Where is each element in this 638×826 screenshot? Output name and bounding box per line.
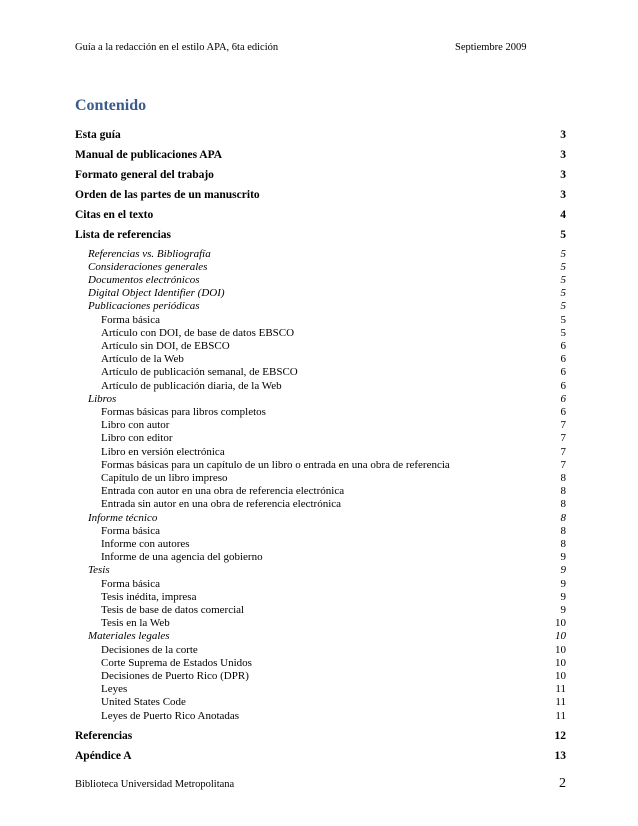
- toc-entry[interactable]: [0, 524, 638, 538]
- toc-entry[interactable]: [0, 208, 638, 222]
- toc-entry-page: 6: [560, 339, 566, 352]
- toc-entry-page: 6: [560, 353, 566, 366]
- toc-entry[interactable]: [0, 458, 638, 472]
- toc-entry-title: Informe de una agencia del gobierno: [101, 551, 263, 564]
- page-number: 2: [559, 776, 566, 791]
- toc-entry-title: United States Code: [101, 696, 186, 709]
- toc-entry[interactable]: [0, 392, 638, 406]
- toc-entry[interactable]: [0, 577, 638, 591]
- toc-entry-title: Formas básicas para libros completos: [101, 405, 266, 418]
- toc-entry[interactable]: [0, 286, 638, 300]
- toc-entry-page: 8: [560, 524, 566, 537]
- toc-entry-title: Artículo de publicación diaria, de la Web: [101, 379, 282, 392]
- toc-entry-page: 7: [560, 432, 566, 445]
- toc-entry[interactable]: [0, 709, 638, 723]
- toc-entry[interactable]: [0, 352, 638, 366]
- toc-entry[interactable]: [0, 247, 638, 261]
- toc-entry[interactable]: [0, 273, 638, 287]
- toc-entry-page: 10: [555, 643, 566, 656]
- toc-entry-title: Artículo con DOI, de base de datos EBSCO: [101, 326, 295, 339]
- toc-entry-title: Capítulo de un libro impreso: [101, 471, 228, 484]
- toc-entry-title: Decisiones de la corte: [101, 643, 198, 656]
- toc-entry-page: 12: [554, 729, 566, 742]
- toc-entry[interactable]: [0, 168, 638, 182]
- toc-entry-title: Esta guía: [75, 129, 121, 141]
- toc-entry-page: 5: [560, 326, 566, 339]
- toc-entry[interactable]: [0, 629, 638, 643]
- toc-entry-page: 9: [560, 577, 566, 590]
- toc-entry-title: Entrada sin autor en una obra de referencia electrónica: [101, 498, 342, 511]
- toc-entry[interactable]: [0, 643, 638, 657]
- toc-entry-page: 5: [560, 273, 566, 286]
- toc-entry[interactable]: [0, 537, 638, 551]
- toc-entry-page: 10: [555, 656, 566, 669]
- toc-entry-title: Orden de las partes de un manuscrito: [75, 189, 260, 201]
- toc-entry-title: Forma básica: [101, 524, 160, 537]
- toc-entry[interactable]: [0, 405, 638, 419]
- toc-entry-page: 6: [560, 366, 566, 379]
- toc-entry-page: 9: [560, 590, 566, 603]
- toc-entry-page: 6: [560, 405, 566, 418]
- toc-entry-title: Tesis: [88, 564, 110, 577]
- toc-entry[interactable]: [0, 550, 638, 564]
- toc-entry-title: Leyes de Puerto Rico Anotadas: [101, 709, 240, 722]
- toc-entry-page: 8: [560, 537, 566, 550]
- toc-entry[interactable]: [0, 603, 638, 617]
- toc-entry-page: 5: [560, 287, 566, 300]
- toc-entry[interactable]: [0, 128, 638, 142]
- toc-entry-title: Informe con autores: [101, 537, 190, 550]
- toc-entry-title: Decisiones de Puerto Rico (DPR): [101, 669, 249, 682]
- toc-entry-title: Tesis en la Web: [101, 617, 170, 630]
- toc-entry[interactable]: [0, 497, 638, 511]
- toc-entry[interactable]: [0, 616, 638, 630]
- toc-entry[interactable]: [0, 590, 638, 604]
- toc-entry[interactable]: [0, 656, 638, 670]
- toc-entry[interactable]: [0, 511, 638, 525]
- toc-entry-page: 5: [560, 260, 566, 273]
- toc-entry-page: 11: [555, 709, 566, 722]
- page-title: Contenido: [75, 97, 147, 114]
- toc-entry[interactable]: [0, 445, 638, 459]
- running-header-title: Guía a la redacción en el estilo APA, 6ta edición: [75, 42, 279, 53]
- toc-entry-page: 9: [560, 603, 566, 616]
- toc-entry-title: Artículo sin DOI, de EBSCO: [101, 339, 230, 352]
- toc-entry-page: 9: [560, 564, 566, 577]
- toc-entry-page: 8: [560, 498, 566, 511]
- toc-entry-title: Lista de referencias: [75, 229, 172, 241]
- toc-entry-title: Corte Suprema de Estados Unidos: [101, 656, 252, 669]
- toc-entry-page: 11: [555, 696, 566, 709]
- toc-entry-title: Forma básica: [101, 577, 160, 590]
- toc-entry[interactable]: [0, 484, 638, 498]
- toc-entry[interactable]: [0, 313, 638, 327]
- running-header-date: Septiembre 2009: [455, 42, 527, 53]
- toc-entry-title: Apéndice A: [75, 749, 132, 762]
- toc-entry[interactable]: [0, 339, 638, 353]
- toc-entry-title: Citas en el texto: [75, 209, 154, 221]
- toc-entry[interactable]: [0, 749, 638, 763]
- toc-entry-title: Materiales legales: [88, 630, 170, 643]
- toc-entry-title: Manual de publicaciones APA: [75, 149, 223, 161]
- toc-entry-page: 9: [560, 551, 566, 564]
- toc-entry-page: 7: [560, 419, 566, 432]
- toc-entry-page: 3: [560, 189, 566, 201]
- toc-entry-title: Libros: [88, 392, 117, 405]
- toc-entry[interactable]: [0, 188, 638, 202]
- toc-entry[interactable]: [0, 260, 638, 274]
- toc-entry-page: 7: [560, 445, 566, 458]
- toc-entry[interactable]: [0, 365, 638, 379]
- toc-entry-page: 7: [560, 458, 566, 471]
- toc-entry-title: Libro con autor: [101, 419, 170, 432]
- toc-entry-title: Tesis de base de datos comercial: [101, 603, 245, 616]
- toc-entry-page: 3: [560, 129, 566, 141]
- toc-entry-title: Referencias vs. Bibliografía: [88, 247, 211, 260]
- toc-entry-title: Publicaciones periódicas: [88, 300, 200, 313]
- toc-entry-page: 8: [560, 511, 566, 524]
- toc-entry[interactable]: [0, 695, 638, 709]
- toc-entry-title: Libro con editor: [101, 432, 173, 445]
- toc-entry-page: 8: [560, 485, 566, 498]
- toc-entry[interactable]: [0, 563, 638, 577]
- toc-entry-title: Referencias: [75, 729, 133, 742]
- toc-entry-title: Formas básicas para un capítulo de un libro o entrada en una obra de referencia: [101, 458, 450, 471]
- toc-entry[interactable]: [0, 669, 638, 683]
- toc-entry-page: 11: [555, 683, 566, 696]
- toc-entry-page: 3: [560, 169, 566, 181]
- toc-entry[interactable]: [0, 379, 638, 393]
- toc-entry[interactable]: [0, 228, 638, 242]
- toc-entry-title: Documentos electrónicos: [88, 273, 200, 286]
- toc-entry-page: 10: [555, 617, 566, 630]
- toc-entry-page: 3: [560, 149, 566, 161]
- toc-entry-title: Entrada con autor en una obra de referencia electrónica: [101, 485, 345, 498]
- toc-entry-page: 5: [560, 300, 566, 313]
- footer-library-name: Biblioteca Universidad Metropolitana: [75, 779, 235, 790]
- toc-entry-title: Forma básica: [101, 313, 160, 326]
- toc-entry-title: Informe técnico: [88, 511, 158, 524]
- toc-entry-title: Libro en versión electrónica: [101, 445, 225, 458]
- toc-entry-title: Leyes: [101, 683, 128, 696]
- toc-entry[interactable]: [0, 418, 638, 432]
- toc-entry[interactable]: [0, 431, 638, 445]
- toc-entry[interactable]: [0, 682, 638, 696]
- toc-entry-title: Artículo de la Web: [101, 353, 184, 366]
- toc-entry-page: 4: [560, 209, 566, 221]
- toc-entry[interactable]: [0, 471, 638, 485]
- toc-entry-page: 8: [560, 471, 566, 484]
- toc-entry-page: 10: [555, 630, 566, 643]
- toc-entry-page: 6: [560, 379, 566, 392]
- toc-entry-page: 5: [560, 229, 566, 241]
- toc-entry-page: 13: [554, 749, 566, 762]
- toc-entry-page: 10: [555, 669, 566, 682]
- toc-entry-title: Artículo de publicación semanal, de EBSCO: [101, 366, 298, 379]
- toc-entry[interactable]: [0, 326, 638, 340]
- toc-entry[interactable]: [0, 148, 638, 162]
- toc-entry-title: Consideraciones generales: [88, 260, 208, 273]
- toc-entry-page: 6: [560, 392, 566, 405]
- toc-entry-page: 5: [560, 247, 566, 260]
- toc-entry[interactable]: [0, 299, 638, 313]
- toc-entry-page: 5: [560, 313, 566, 326]
- toc-entry-title: Tesis inédita, impresa: [101, 590, 197, 603]
- toc-entry[interactable]: [0, 729, 638, 743]
- toc-entry-title: Formato general del trabajo: [75, 169, 214, 181]
- toc-entry-title: Digital Object Identifier (DOI): [88, 287, 225, 300]
